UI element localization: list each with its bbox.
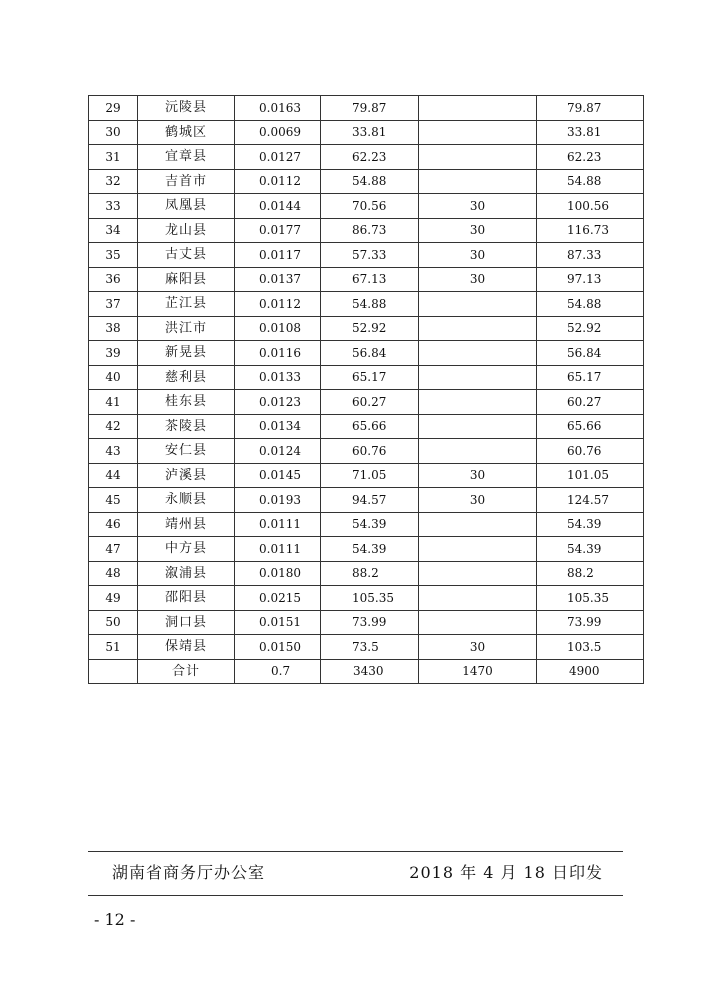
table-row [89, 316, 644, 341]
extra-amount-cell: 30 [419, 635, 537, 660]
coefficient-cell: 0.0180 [235, 561, 321, 586]
total-amount-cell: 87.33 [537, 243, 644, 268]
table-body [89, 96, 644, 684]
total-amount-cell: 124.57 [537, 488, 644, 513]
base-amount-cell: 54.88 [321, 292, 419, 317]
county-name: 鹤城区 [138, 120, 235, 145]
total-amount-cell: 88.2 [537, 561, 644, 586]
coefficient-cell: 0.0112 [235, 292, 321, 317]
table-row [89, 610, 644, 635]
row-index: 32 [89, 169, 138, 194]
county-name: 靖州县 [138, 512, 235, 537]
total-amount-cell: 100.56 [537, 194, 644, 219]
row-index: 31 [89, 145, 138, 170]
extra-amount-cell [419, 169, 537, 194]
coefficient-cell: 0.0133 [235, 365, 321, 390]
extra-amount-cell: 30 [419, 243, 537, 268]
table-total-row [89, 659, 644, 684]
coefficient-cell: 0.0123 [235, 390, 321, 415]
row-index: 45 [89, 488, 138, 513]
county-name: 中方县 [138, 537, 235, 562]
row-index: 43 [89, 439, 138, 464]
total-amount-cell: 105.35 [537, 586, 644, 611]
extra-amount-cell [419, 341, 537, 366]
table-row [89, 96, 644, 121]
county-name: 芷江县 [138, 292, 235, 317]
base-amount-cell: 65.66 [321, 414, 419, 439]
table-row [89, 439, 644, 464]
county-name: 桂东县 [138, 390, 235, 415]
county-name: 洪江市 [138, 316, 235, 341]
county-name: 古丈县 [138, 243, 235, 268]
total-amount-cell: 62.23 [537, 145, 644, 170]
county-name: 安仁县 [138, 439, 235, 464]
base-amount-cell: 73.5 [321, 635, 419, 660]
coefficient-cell: 0.0215 [235, 586, 321, 611]
table-row [89, 463, 644, 488]
coefficient-cell: 0.0144 [235, 194, 321, 219]
base-amount-cell: 54.88 [321, 169, 419, 194]
county-name: 麻阳县 [138, 267, 235, 292]
extra-amount-cell: 30 [419, 463, 537, 488]
coefficient-cell: 0.0108 [235, 316, 321, 341]
total-amount-cell: 103.5 [537, 635, 644, 660]
extra-amount-cell [419, 414, 537, 439]
coefficient-cell: 0.0151 [235, 610, 321, 635]
table-row [89, 267, 644, 292]
county-name: 沅陵县 [138, 96, 235, 121]
county-name: 龙山县 [138, 218, 235, 243]
row-index: 29 [89, 96, 138, 121]
county-name: 邵阳县 [138, 586, 235, 611]
total-amount-cell: 54.39 [537, 537, 644, 562]
row-index: 30 [89, 120, 138, 145]
total-amount-cell: 60.27 [537, 390, 644, 415]
extra-amount-cell [419, 316, 537, 341]
extra-amount-cell [419, 145, 537, 170]
total-amount-cell: 101.05 [537, 463, 644, 488]
total-amount-cell: 60.76 [537, 439, 644, 464]
coefficient-cell: 0.0150 [235, 635, 321, 660]
table-row [89, 414, 644, 439]
row-index: 46 [89, 512, 138, 537]
county-name: 永顺县 [138, 488, 235, 513]
base-amount-cell: 56.84 [321, 341, 419, 366]
extra-amount-cell [419, 365, 537, 390]
coefficient-cell: 0.0112 [235, 169, 321, 194]
total-amount-cell: 54.88 [537, 292, 644, 317]
coefficient-cell: 0.0124 [235, 439, 321, 464]
county-name: 茶陵县 [138, 414, 235, 439]
row-index: 41 [89, 390, 138, 415]
row-index: 47 [89, 537, 138, 562]
coefficient-cell: 0.0117 [235, 243, 321, 268]
coefficient-cell: 0.0177 [235, 218, 321, 243]
extra-amount-cell [419, 292, 537, 317]
row-index: 38 [89, 316, 138, 341]
base-amount-cell: 3430 [321, 659, 419, 684]
total-amount-cell: 54.39 [537, 512, 644, 537]
county-name: 新晃县 [138, 341, 235, 366]
coefficient-cell: 0.0069 [235, 120, 321, 145]
coefficient-cell: 0.0137 [235, 267, 321, 292]
base-amount-cell: 33.81 [321, 120, 419, 145]
base-amount-cell: 60.76 [321, 439, 419, 464]
coefficient-cell: 0.0163 [235, 96, 321, 121]
table-row [89, 390, 644, 415]
extra-amount-cell [419, 439, 537, 464]
row-index: 42 [89, 414, 138, 439]
total-amount-cell: 79.87 [537, 96, 644, 121]
total-amount-cell: 54.88 [537, 169, 644, 194]
coefficient-cell: 0.0145 [235, 463, 321, 488]
row-index: 50 [89, 610, 138, 635]
row-index: 51 [89, 635, 138, 660]
base-amount-cell: 62.23 [321, 145, 419, 170]
base-amount-cell: 86.73 [321, 218, 419, 243]
row-index: 33 [89, 194, 138, 219]
extra-amount-cell [419, 512, 537, 537]
coefficient-cell: 0.7 [235, 659, 321, 684]
footer-bottom-rule [88, 895, 623, 896]
extra-amount-cell [419, 390, 537, 415]
base-amount-cell: 94.57 [321, 488, 419, 513]
base-amount-cell: 73.99 [321, 610, 419, 635]
county-name: 洞口县 [138, 610, 235, 635]
row-index: 48 [89, 561, 138, 586]
extra-amount-cell: 30 [419, 267, 537, 292]
coefficient-cell: 0.0111 [235, 512, 321, 537]
issuing-office: 湖南省商务厅办公室 [112, 863, 266, 882]
county-name: 吉首市 [138, 169, 235, 194]
table-row [89, 145, 644, 170]
coefficient-cell: 0.0116 [235, 341, 321, 366]
table-row [89, 512, 644, 537]
base-amount-cell: 105.35 [321, 586, 419, 611]
extra-amount-cell: 1470 [419, 659, 537, 684]
row-index: 34 [89, 218, 138, 243]
base-amount-cell: 60.27 [321, 390, 419, 415]
table-row [89, 537, 644, 562]
county-name: 慈利县 [138, 365, 235, 390]
table-row [89, 218, 644, 243]
total-amount-cell: 4900 [537, 659, 644, 684]
total-amount-cell: 116.73 [537, 218, 644, 243]
table-row [89, 586, 644, 611]
extra-amount-cell: 30 [419, 194, 537, 219]
row-index: 35 [89, 243, 138, 268]
county-name: 溆浦县 [138, 561, 235, 586]
extra-amount-cell: 30 [419, 218, 537, 243]
row-index: 40 [89, 365, 138, 390]
base-amount-cell: 71.05 [321, 463, 419, 488]
table-row [89, 561, 644, 586]
base-amount-cell: 88.2 [321, 561, 419, 586]
total-amount-cell: 65.66 [537, 414, 644, 439]
base-amount-cell: 70.56 [321, 194, 419, 219]
base-amount-cell: 67.13 [321, 267, 419, 292]
extra-amount-cell [419, 610, 537, 635]
county-name: 泸溪县 [138, 463, 235, 488]
extra-amount-cell: 30 [419, 488, 537, 513]
county-name: 凤凰县 [138, 194, 235, 219]
table-row [89, 292, 644, 317]
row-index: 49 [89, 586, 138, 611]
extra-amount-cell [419, 96, 537, 121]
total-amount-cell: 65.17 [537, 365, 644, 390]
base-amount-cell: 65.17 [321, 365, 419, 390]
coefficient-cell: 0.0127 [235, 145, 321, 170]
total-amount-cell: 56.84 [537, 341, 644, 366]
total-amount-cell: 52.92 [537, 316, 644, 341]
county-name: 宜章县 [138, 145, 235, 170]
row-index: 39 [89, 341, 138, 366]
total-amount-cell: 97.13 [537, 267, 644, 292]
row-index: 37 [89, 292, 138, 317]
table-row [89, 120, 644, 145]
county-name: 合计 [138, 659, 235, 684]
table-row [89, 635, 644, 660]
table-row [89, 365, 644, 390]
extra-amount-cell [419, 537, 537, 562]
county-name: 保靖县 [138, 635, 235, 660]
extra-amount-cell [419, 586, 537, 611]
table-row [89, 488, 644, 513]
extra-amount-cell [419, 561, 537, 586]
issue-date: 2018 年 4 月 18 日印发 [409, 863, 603, 882]
base-amount-cell: 54.39 [321, 512, 419, 537]
table-row [89, 194, 644, 219]
total-amount-cell: 73.99 [537, 610, 644, 635]
coefficient-cell: 0.0111 [235, 537, 321, 562]
page-number: - 12 - [94, 910, 136, 929]
coefficient-cell: 0.0193 [235, 488, 321, 513]
base-amount-cell: 57.33 [321, 243, 419, 268]
base-amount-cell: 54.39 [321, 537, 419, 562]
row-index: 44 [89, 463, 138, 488]
base-amount-cell: 79.87 [321, 96, 419, 121]
row-index: 36 [89, 267, 138, 292]
allocation-table [88, 95, 644, 684]
table-row [89, 243, 644, 268]
extra-amount-cell [419, 120, 537, 145]
base-amount-cell: 52.92 [321, 316, 419, 341]
footer-top-rule [88, 851, 623, 852]
row-index [89, 659, 138, 684]
total-amount-cell: 33.81 [537, 120, 644, 145]
table-row [89, 341, 644, 366]
coefficient-cell: 0.0134 [235, 414, 321, 439]
table-row [89, 169, 644, 194]
